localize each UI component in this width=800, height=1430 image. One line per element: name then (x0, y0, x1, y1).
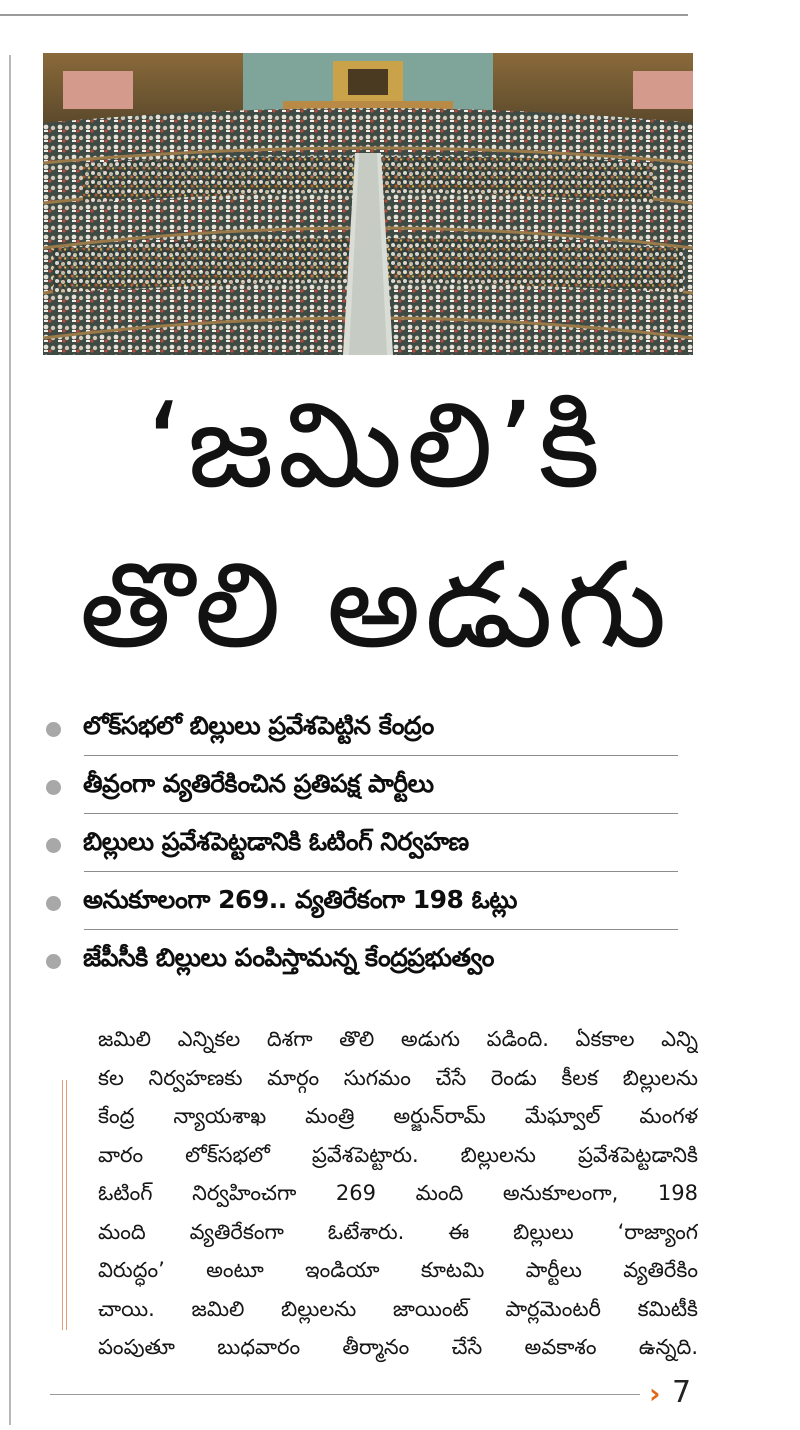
headline-line-1: ‘జమిలి’కి (145, 376, 605, 514)
highlight-underline (84, 929, 678, 930)
highlight-text: అనుకూలంగా 269.. వ్యతిరేకంగా 198 ఓట్లు (83, 885, 517, 914)
bullet-dot-icon (46, 722, 61, 737)
body-line: మంది వ్యతిరేకంగా ఓటేశారు. ఈ బిల్లులు ‘రాజ్యాంగ (98, 1219, 698, 1244)
body-line: ఓటింగ్ నిర్వహించగా 269 మంది అనుకూలంగా, 198 (98, 1181, 698, 1205)
highlight-item (38, 932, 698, 990)
highlight-text: బిల్లులు ప్రవేశపెట్టడానికి ఓటింగ్ నిర్వహణ (83, 827, 469, 856)
body-line: కల నిర్వహణకు మార్గం సుగమం చేసే రెండు కీలక బిల్లులను (98, 1065, 698, 1090)
body-line: పంపుతూ బుధవారం తీర్మానం చేసే అవకాశం ఉన్నది. (98, 1335, 698, 1359)
bullet-dot-icon (46, 896, 61, 911)
bullet-dot-icon (46, 780, 61, 795)
body-line: విరుద్ధం’ అంటూ ఇండియా కూటమి పార్టీలు వ్యతిరేకిం (98, 1258, 698, 1282)
highlight-item (38, 874, 698, 932)
body-line: కేంద్ర న్యాయశాఖ మంత్రి అర్జున్‌రామ్ మేఘ్వాల్ మంగళ (98, 1104, 698, 1128)
highlight-underline (84, 813, 678, 814)
body-accent-rule (62, 1080, 67, 1330)
highlight-text: లోక్‌సభలో బిల్లులు ప్రవేశపెట్టిన కేంద్రం (83, 711, 434, 740)
highlight-item (38, 758, 698, 816)
highlight-item (38, 700, 698, 758)
highlights-list (38, 700, 698, 990)
column-rule (9, 55, 11, 1425)
highlight-underline (84, 871, 678, 872)
top-rule (0, 14, 688, 16)
page-number: 7 (672, 1375, 692, 1410)
headline-line-2: తొలి అడుగు (79, 536, 671, 674)
article-body (98, 1020, 698, 1367)
body-line: జమిలి ఎన్నికల దిశగా తొలి అడుగు పడింది. ఏకకాల ఎన్ని (98, 1027, 698, 1051)
footer-rule (50, 1394, 640, 1395)
highlight-underline (84, 755, 678, 756)
bullet-dot-icon (46, 954, 61, 969)
body-line: చాయి. జమిలి బిల్లులను జాయింట్ పార్లమెంటరీ కమిటీకి (98, 1296, 698, 1321)
continue-arrow-icon: › (649, 1377, 661, 1410)
bullet-dot-icon (46, 838, 61, 853)
highlight-item (38, 816, 698, 874)
body-line: వారం లోక్‌సభలో ప్రవేశపెట్టారు. బిల్లులను ప్రవేశపెట్టడానికి (98, 1142, 698, 1167)
highlight-text: జేపీసీకి బిల్లులు పంపిస్తామన్న కేంద్రప్రభుత్వం (83, 943, 494, 972)
parliament-photo (43, 53, 693, 355)
highlight-text: తీవ్రంగా వ్యతిరేకించిన ప్రతిపక్ష పార్టీలు (83, 769, 434, 798)
